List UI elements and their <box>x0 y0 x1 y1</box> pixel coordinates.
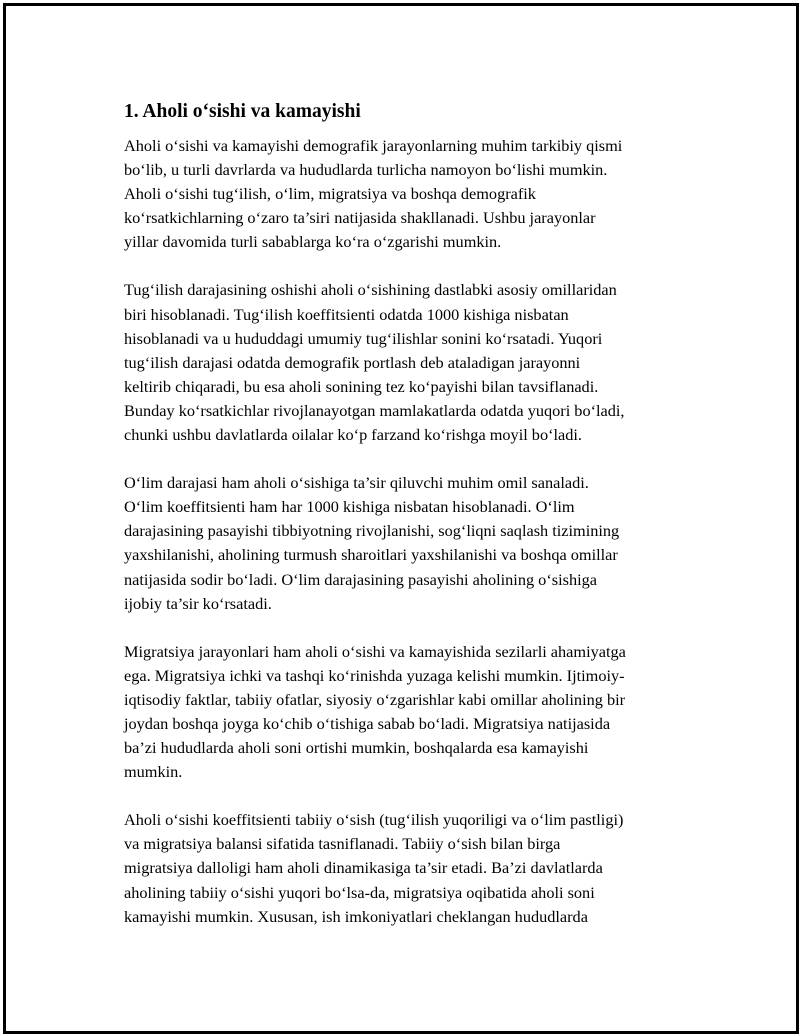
text-line: ko‘rsatkichlarning o‘zaro ta’siri natijasida shakllanadi. Ushbu jarayonlar <box>124 208 596 228</box>
paragraph-growth-coefficient <box>124 808 699 928</box>
text-line: natijasida sodir bo‘ladi. O‘lim darajasining pasayishi aholining o‘sishiga <box>124 569 597 589</box>
text-line: Tug‘ilish darajasining oshishi aholi o‘sishining dastlabki asosiy omillaridan <box>124 280 617 300</box>
text-line: ba’zi hududlarda aholi soni ortishi mumkin, boshqalarda esa kamayishi <box>124 738 589 758</box>
text-line: kamayishi mumkin. Xususan, ish imkoniyatlari cheklangan hududlarda <box>124 906 588 926</box>
text-line: yillar davomida turli sabablarga ko‘ra o‘zgarishi mumkin. <box>124 232 502 252</box>
paragraph-death-rate <box>124 471 699 616</box>
text-line: yaxshilanishi, aholining turmush sharoitlari yaxshilanishi va boshqa omillar <box>124 545 618 565</box>
text-line: Aholi o‘sishi koeffitsienti tabiiy o‘sish (tug‘ilish yuqoriligi va o‘lim pastligi) <box>124 810 624 830</box>
text-line: joydan boshqa joyga ko‘chib o‘tishiga sabab bo‘ladi. Migratsiya natijasida <box>124 713 611 733</box>
text-line: ijobiy ta’sir ko‘rsatadi. <box>124 593 272 613</box>
page-frame <box>3 3 799 1034</box>
text-line: bo‘lib, u turli davrlarda va hududlarda turlicha namoyon bo‘lishi mumkin. <box>124 160 608 180</box>
text-line: Migratsiya jarayonlari ham aholi o‘sishi va kamayishida sezilarli ahamiyatga <box>124 641 626 661</box>
text-line: keltirib chiqaradi, bu esa aholi sonining tez ko‘payishi bilan tavsiflanadi. <box>124 376 599 396</box>
text-line: Bunday ko‘rsatkichlar rivojlanayotgan mamlakatlarda odatda yuqori bo‘ladi, <box>124 400 625 420</box>
text-line: aholining tabiiy o‘sishi yuqori bo‘lsa-da, migratsiya oqibatida aholi soni <box>124 882 595 902</box>
text-line: O‘lim koeffitsienti ham har 1000 kishiga nisbatan hisoblanadi. O‘lim <box>124 497 575 517</box>
paragraph-birth-rate <box>124 278 699 447</box>
paragraph-intro <box>124 134 699 254</box>
text-line: mumkin. <box>124 762 183 782</box>
text-line: Aholi o‘sishi va kamayishi demografik jarayonlarning muhim tarkibiy qismi <box>124 136 623 155</box>
document-body <box>124 100 699 953</box>
section-heading: 1. Aholi o‘sishi va kamayishi <box>124 101 361 122</box>
paragraph-migration <box>124 640 699 785</box>
text-line: hisoblanadi va u hududdagi umumiy tug‘ilishlar sonini ko‘rsatadi. Yuqori <box>124 328 603 348</box>
text-line: chunki ushbu davlatlarda oilalar ko‘p farzand ko‘rishga moyil bo‘ladi. <box>124 425 582 445</box>
text-line: migratsiya dalloligi ham aholi dinamikasiga ta’sir etadi. Ba’zi davlatlarda <box>124 858 603 878</box>
text-line: biri hisoblanadi. Tug‘ilish koeffitsienti odatda 1000 kishiga nisbatan <box>124 304 569 324</box>
text-line: va migratsiya balansi sifatida tasniflanadi. Tabiiy o‘sish bilan birga <box>124 834 561 854</box>
text-line: ega. Migratsiya ichki va tashqi ko‘rinishda yuzaga kelishi mumkin. Ijtimoiy- <box>124 665 625 685</box>
text-line: O‘lim darajasi ham aholi o‘sishiga ta’sir qiluvchi muhim omil sanaladi. <box>124 473 589 493</box>
text-line: iqtisodiy faktlar, tabiiy ofatlar, siyosiy o‘zgarishlar kabi omillar aholining bir <box>124 689 626 709</box>
text-line: tug‘ilish darajasi odatda demografik portlash deb ataladigan jarayonni <box>124 352 581 372</box>
text-line: darajasining pasayishi tibbiyotning rivojlanishi, sog‘liqni saqlash tizimining <box>124 521 620 541</box>
text-line: Aholi o‘sishi tug‘ilish, o‘lim, migratsiya va boshqa demografik <box>124 184 536 204</box>
